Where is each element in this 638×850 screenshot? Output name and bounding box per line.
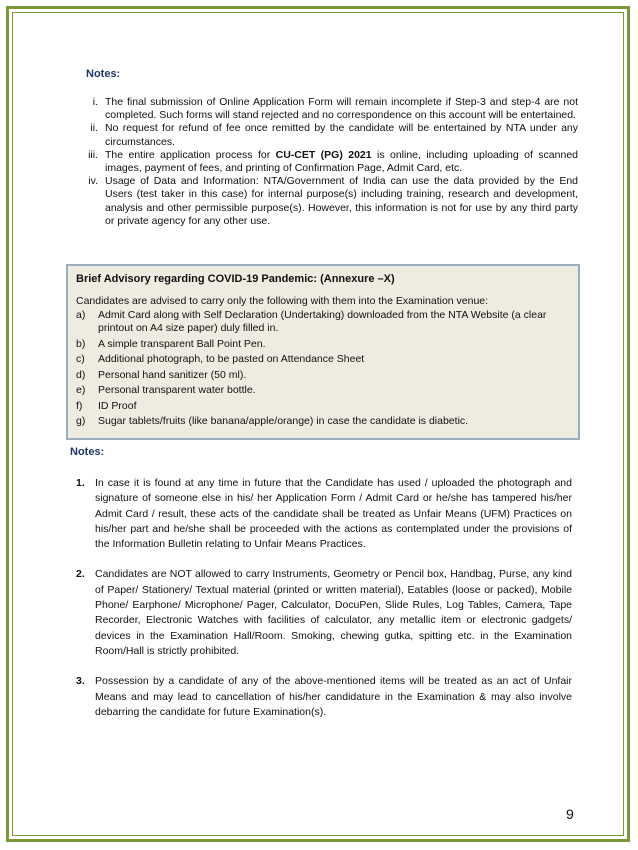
item-letter: b) — [76, 337, 86, 350]
item-number: 3. — [76, 675, 85, 688]
item-number: ii. — [90, 122, 98, 135]
list-item — [76, 353, 570, 367]
item-number: iii. — [88, 148, 98, 161]
list-item — [76, 415, 570, 429]
item-letter: f) — [76, 399, 83, 412]
item-text-pre: The entire application process for — [105, 148, 276, 161]
list-item — [76, 175, 578, 228]
item-text: No request for refund of fee once remitted by the candidate will be entertained by NTA under any circumstances. — [105, 122, 578, 148]
list-item — [76, 384, 570, 398]
item-text: The final submission of Online Application Form will remain incomplete if Step-3 and step-4 are not completed. Such forms will stand rejected and no correspondence on this account will be entertained. — [105, 96, 578, 122]
list-item — [76, 369, 570, 383]
item-text: Personal hand sanitizer (50 ml). — [98, 368, 247, 381]
item-number: i. — [92, 96, 98, 108]
item-number: 1. — [76, 477, 85, 489]
list-item — [76, 674, 572, 720]
item-text: A simple transparent Ball Point Pen. — [98, 337, 266, 350]
item-text: Personal transparent water bottle. — [98, 384, 256, 396]
advisory-title: Brief Advisory regarding COVID-19 Pandemic: (Annexure –X) — [76, 273, 395, 285]
list-item — [76, 122, 578, 148]
advisory-intro: Candidates are advised to carry only the following with them into the Examination venue: — [76, 295, 489, 307]
notes-heading-top: Notes: — [86, 68, 121, 80]
item-text: In case it is found at any time in future that the Candidate has used / uploaded the photograph and signature of someone else in his/ her Application Form / Admit Card or he/she has tampered his/her Admit Card / result, these acts of the candidate shall be treated as Unfair Means (UFM) Practices on his/her part and he/she shall be proceeded with the actions as contemplated under the provisions of the Information Bulletin relating to Unfair Means Practices. — [95, 477, 572, 551]
item-letter: c) — [76, 353, 85, 365]
item-text: ID Proof — [98, 399, 137, 412]
page-number: 9 — [566, 806, 574, 822]
item-letter: e) — [76, 384, 86, 396]
list-item — [76, 476, 572, 552]
list-item — [76, 96, 578, 122]
item-text: Admit Card along with Self Declaration (Undertaking) downloaded from the NTA Website (a clear printout on A4 size paper) duly filled in. — [98, 308, 547, 334]
item-text: Possession by a candidate of any of the above-mentioned items will be treated as an act of Unfair Means and may lead to cancellation of his/her candidature in the Examination & may also involve debarring the candidate for future Examination(s). — [95, 675, 572, 718]
list-item — [76, 309, 570, 336]
advisory-list — [76, 309, 570, 429]
item-text: Additional photograph, to be pasted on Attendance Sheet — [98, 353, 365, 365]
item-number: 2. — [76, 568, 85, 581]
notes-heading-bottom: Notes: — [70, 446, 105, 458]
item-number: iv. — [88, 175, 98, 188]
covid-advisory-box — [66, 264, 580, 440]
notes-list-bottom — [76, 476, 572, 735]
item-letter: a) — [76, 308, 86, 321]
list-item — [76, 567, 572, 659]
exam-name: CU-CET (PG) 2021 — [275, 148, 372, 161]
item-letter: d) — [76, 368, 86, 381]
list-item — [76, 338, 570, 352]
item-text: Candidates are NOT allowed to carry Instruments, Geometry or Pencil box, Handbag, Purse, any kind of Paper/ Stationery/ Textual material (printed or written material), Eatables (loose or packed), Mobile Phone/ Earphone/ Microphone/ Pager, Calculator, DocuPen, Slide Rules, Log Tables, Camera, Tape Recorder, Electronic Watches with facilities of calculator, any metallic item or electronic gadgets/ devices in the Examination Hall/Room. Smoking, chewing gutka, spitting etc. in the Examination Room/Hall is strictly prohibited. — [95, 568, 572, 657]
notes-list-top — [76, 96, 578, 228]
item-letter: g) — [76, 415, 86, 427]
item-text-post: is online, including uploading of scanned images, payment of fees, and printing of Confirmation Page, Admit Card, etc. — [105, 148, 578, 175]
list-item — [76, 400, 570, 414]
list-item — [76, 149, 578, 175]
item-text: Usage of Data and Information: NTA/Government of India can use the data provided by the End Users (test taker in this case) for internal purpose(s) including training, research and development, analysis and other permissible purpose(s). However, this information is not for use by any third party or private agency for any other use. — [105, 175, 578, 227]
item-text: Sugar tablets/fruits (like banana/apple/orange) in case the candidate is diabetic. — [98, 415, 469, 427]
